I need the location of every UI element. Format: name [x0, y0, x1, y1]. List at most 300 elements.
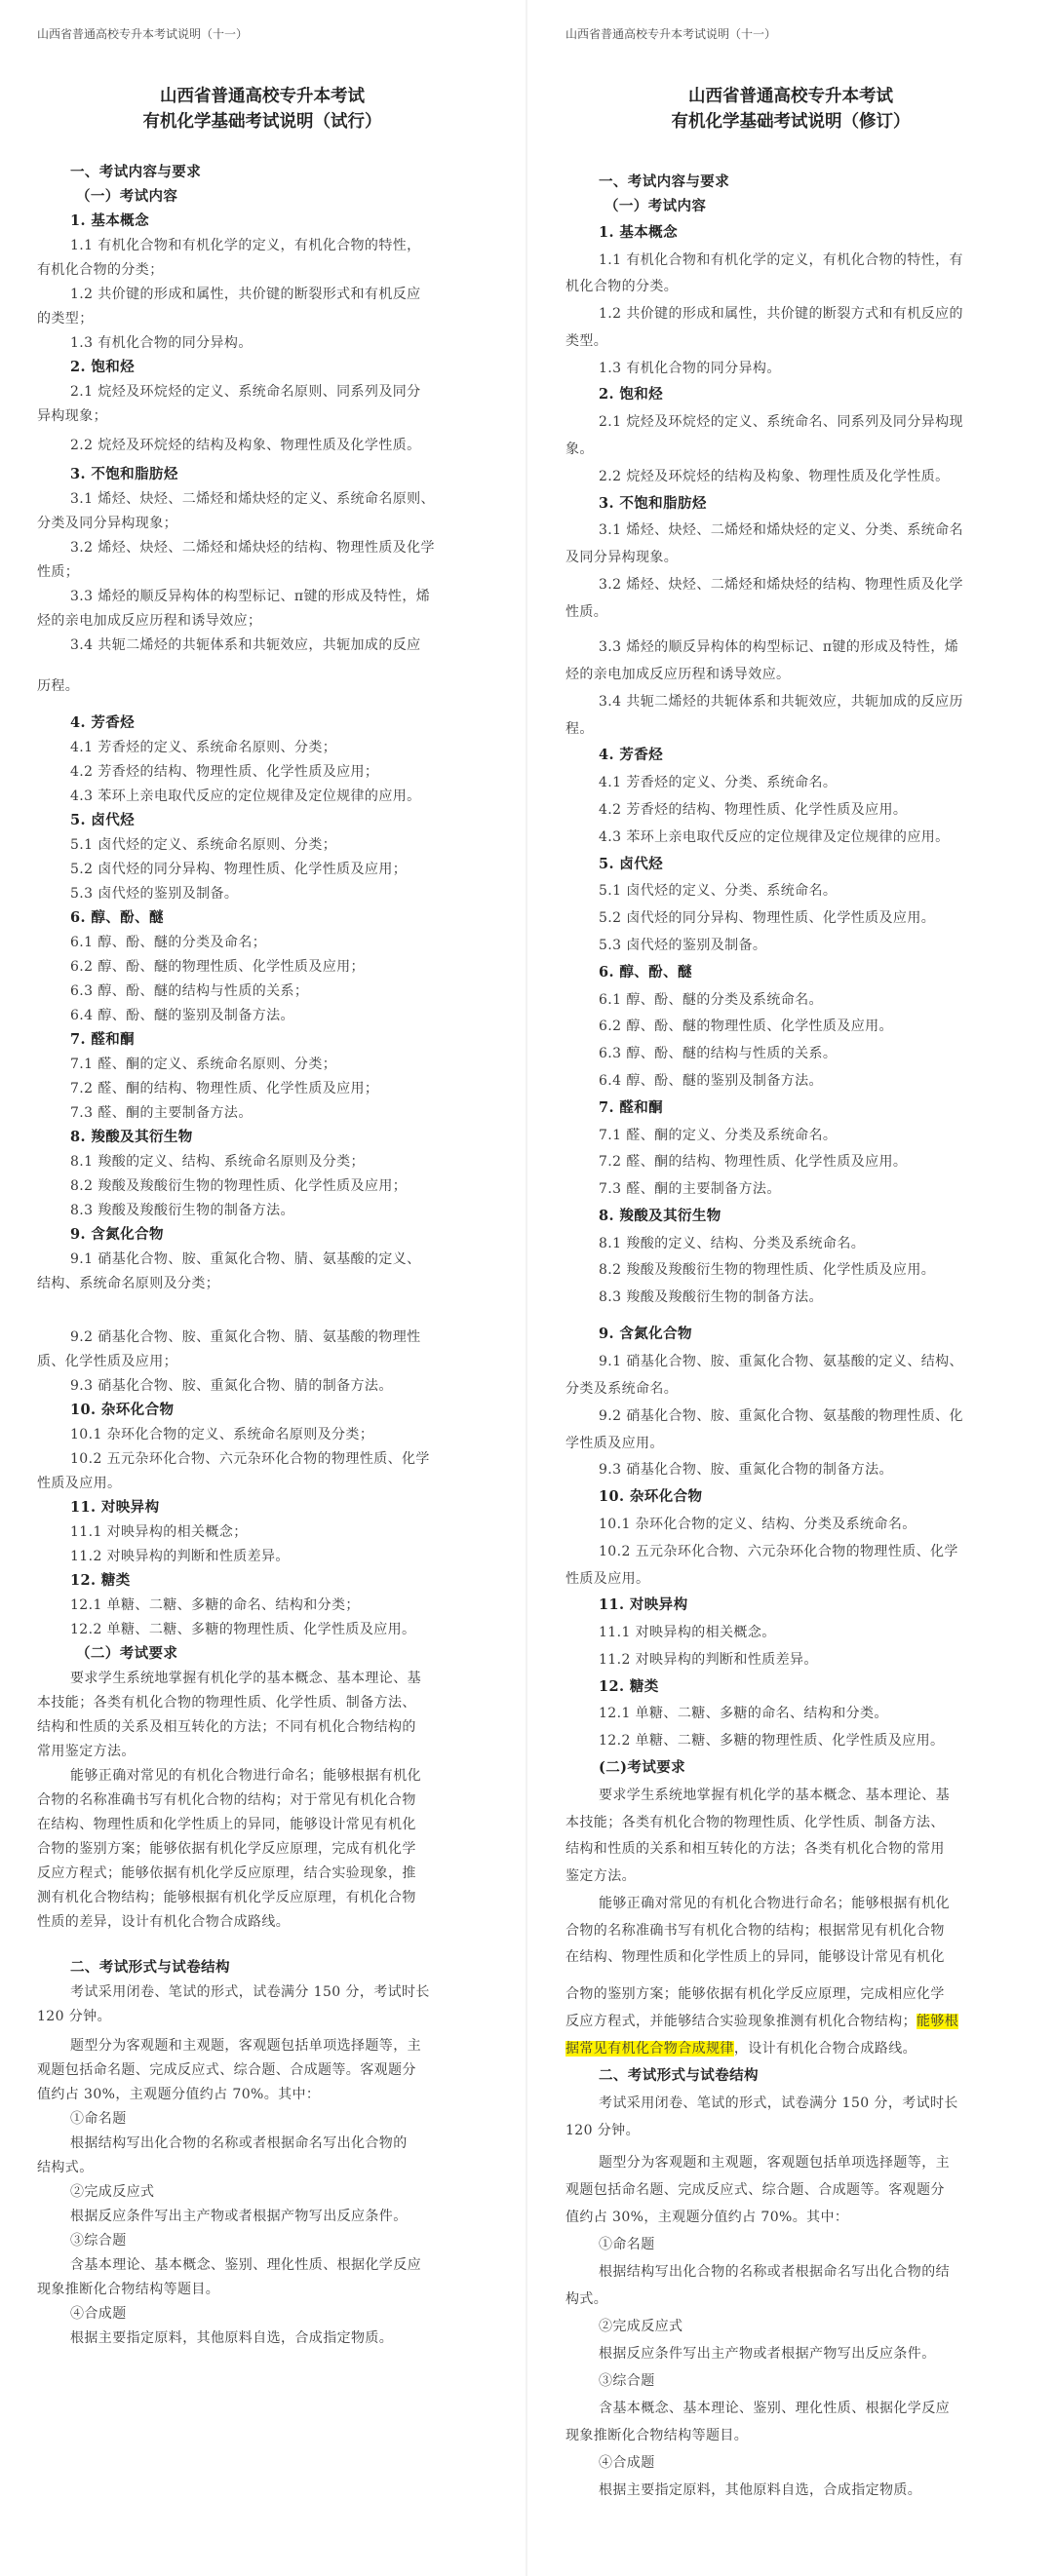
right-line-text: 5.2 卤代烃的同分异构、物理性质、化学性质及应用。 — [599, 910, 936, 926]
right-text-line — [566, 332, 607, 350]
right-line-text: 根据反应条件写出主产物或者根据产物写出反应条件。 — [599, 2346, 936, 2362]
right-text-line — [599, 2400, 950, 2417]
right-text-line — [599, 576, 963, 594]
right-text-line — [566, 2181, 945, 2199]
left-text-line — [37, 563, 79, 581]
left-text-line — [70, 1153, 365, 1171]
left-text-line — [70, 934, 266, 951]
right-line-text: 3.4 共轭二烯烃的共轭体系和共轭效应，共轭加成的反应历 — [599, 694, 963, 710]
right-line-text: 题型分为客观题和主观题，客观题包括单项选择题等，主 — [599, 2155, 950, 2171]
left-line-text: 有机化合物的分类； — [37, 262, 164, 278]
left-text-line — [70, 2305, 127, 2323]
right-text-line — [566, 1922, 945, 1940]
left-line-text: 题型分为客观题和主观题，客观题包括单项选择题等，主 — [70, 2038, 421, 2054]
left-section-heading — [70, 714, 135, 732]
right-text-line — [599, 1288, 823, 1306]
left-text-line — [37, 2159, 94, 2176]
right-line-text: 4.1 芳香烃的定义、分类、系统命名。 — [599, 775, 838, 790]
left-text-line — [70, 286, 421, 303]
left-line-text: 分类及同分异构现象； — [37, 516, 177, 531]
right-text-line — [599, 2372, 655, 2390]
left-text-line — [70, 763, 378, 781]
right-line-text: 7.2 醛、酮的结构、物理性质、化学性质及应用。 — [599, 1154, 908, 1170]
left-text-line — [70, 1523, 248, 1541]
right-line-text: 10.1 杂环化合物的定义、结构、分类及系统命名。 — [599, 1517, 916, 1532]
left-section-heading — [70, 1959, 230, 1977]
left-section-heading — [70, 1031, 135, 1049]
left-text-line — [70, 1548, 290, 1565]
right-line-text: 1.2 共价键的形成和属性，共价键的断裂方式和有机反应的 — [599, 306, 963, 322]
right-text-line — [566, 2427, 748, 2444]
left-line-text: 现象推断化合物结构等题目。 — [37, 2282, 220, 2297]
left-text-line — [70, 1450, 430, 1468]
right-line-text: 1. 基本概念 — [599, 224, 678, 241]
right-line-text: 性质及应用。 — [566, 1571, 650, 1587]
left-line-text: 12.2 单糖、二糖、多糖的物理性质、化学性质及应用。 — [70, 1622, 416, 1637]
right-line-text: 含基本概念、基本理论、鉴别、理化性质、根据化学反应 — [599, 2401, 950, 2416]
right-document-page — [528, 0, 1053, 2576]
right-text-line — [566, 1840, 945, 1858]
left-line-text: 1.3 有机化合物的同分异构。 — [70, 335, 253, 351]
right-line-text: 在结构、物理性质和化学性质上的异同，能够设计常见有机化 — [566, 1949, 945, 1965]
left-line-text: ②完成反应式 — [70, 2184, 155, 2200]
left-line-text: 6.3 醇、酚、醚的结构与性质的关系； — [70, 983, 309, 999]
left-line-text: 4.2 芳香烃的结构、物理性质、化学性质及应用； — [70, 764, 379, 780]
left-line-text: 能够正确对常见的有机化合物进行命名；能够根据有机化 — [70, 1768, 421, 1784]
left-text-line — [70, 788, 421, 805]
right-text-line — [599, 2454, 655, 2472]
left-line-text: 4. 芳香烃 — [70, 714, 136, 731]
left-text-line — [70, 1426, 373, 1443]
left-line-text: ④合成题 — [70, 2306, 127, 2322]
left-line-text: 3.2 烯烃、炔烃、二烯烃和烯炔烃的结构、物理性质及化学 — [70, 540, 435, 556]
right-section-heading — [599, 1759, 685, 1777]
left-line-text: 2.2 烷烃及环烷烃的结构及构象、物理性质及化学性质。 — [70, 438, 421, 453]
right-section-heading — [599, 386, 663, 404]
left-section-heading — [70, 1402, 174, 1419]
left-text-line — [70, 739, 336, 756]
left-text-line — [37, 2281, 219, 2298]
left-text-line — [70, 2329, 393, 2347]
right-line-text: 本技能；各类有机化合物的物理性质、化学性质、制备方法、 — [566, 1815, 945, 1830]
right-text-line — [599, 360, 781, 377]
left-text-line — [37, 2061, 416, 2079]
left-line-text: 二、考试形式与试卷结构 — [70, 1959, 230, 1976]
right-section-heading — [599, 1099, 663, 1117]
left-line-text: 9. 含氮化合物 — [70, 1226, 164, 1243]
right-line-text: 9.2 硝基化合物、胺、重氮化合物、氨基酸的物理性质、化 — [599, 1408, 963, 1424]
left-text-line — [70, 1621, 415, 1638]
left-line-text: 历程。 — [37, 678, 80, 694]
right-text-line — [599, 1732, 944, 1749]
left-line-text: 常用鉴定方法。 — [37, 1744, 136, 1759]
left-text-line — [37, 407, 107, 425]
left-text-line — [70, 1377, 393, 1395]
right-text-line — [599, 1705, 888, 1722]
right-line-text: 10.2 五元杂环化合物、六元杂环化合物的物理性质、化学 — [599, 1544, 958, 1559]
right-text-line — [599, 2263, 950, 2281]
right-text-line — [566, 2122, 640, 2139]
highlighted-text: 据常见有机化合物合成规律 — [566, 2041, 734, 2057]
right-text-line — [566, 278, 678, 295]
right-text-line — [599, 521, 963, 539]
left-header-note: 山西省普通高校专升本考试说明（十一） — [37, 27, 249, 41]
right-text-line — [566, 1948, 945, 1966]
left-line-text: 12.1 单糖、二糖、多糖的命名、结构和分类； — [70, 1597, 360, 1613]
right-line-text: 12.1 单糖、二糖、多糖的命名、结构和分类。 — [599, 1706, 888, 1721]
right-line-text: （一）考试内容 — [604, 198, 707, 214]
right-text-line — [599, 1018, 893, 1035]
left-text-line — [37, 1889, 416, 1906]
right-line-text: 考试采用闭卷、笔试的形式，试卷满分 150 分，考试时长 — [599, 2095, 958, 2111]
right-text-line — [566, 603, 607, 621]
left-line-text: 4.1 芳香烃的定义、系统命名原则、分类； — [70, 740, 337, 755]
left-line-text: 6.2 醇、酚、醚的物理性质、化学性质及应用； — [70, 959, 365, 975]
right-line-text: 9.1 硝基化合物、胺、重氮化合物、氨基酸的定义、结构、 — [599, 1354, 963, 1369]
left-line-text: 8.2 羧酸及羧酸衍生物的物理性质、化学性质及应用； — [70, 1178, 408, 1194]
right-section-heading — [599, 1208, 722, 1225]
right-line-text: 6.2 醇、酚、醚的物理性质、化学性质及应用。 — [599, 1019, 893, 1034]
left-line-text: 10.2 五元杂环化合物、六元杂环化合物的物理性质、化学 — [70, 1451, 430, 1467]
left-text-line — [70, 2110, 127, 2128]
right-line-text: 8.1 羧酸的定义、结构、分类及系统命名。 — [599, 1236, 866, 1251]
left-text-line — [37, 515, 177, 532]
right-text-line — [599, 909, 935, 927]
left-text-line — [37, 1353, 177, 1370]
right-text-line — [599, 413, 963, 431]
left-text-line — [70, 2232, 127, 2249]
right-line-text: 5.1 卤代烃的定义、分类、系统命名。 — [599, 883, 838, 899]
right-line-text: 根据主要指定原料，其他原料自选，合成指定物质。 — [599, 2482, 922, 2498]
right-text-line — [566, 1867, 636, 1885]
left-line-text: 1. 基本概念 — [70, 212, 149, 229]
right-line-text: 二、考试形式与试卷结构 — [599, 2067, 759, 2084]
left-line-text: 6.1 醇、酚、醚的分类及命名； — [70, 935, 267, 950]
left-section-heading — [70, 164, 201, 181]
left-text-line — [37, 1791, 416, 1809]
left-line-text: 5.3 卤代烃的鉴别及制备。 — [70, 886, 239, 902]
right-line-text: ③综合题 — [599, 2373, 655, 2389]
right-text-line — [566, 2013, 958, 2030]
right-line-text: 8.3 羧酸及羧酸衍生物的制备方法。 — [599, 1289, 823, 1305]
right-line-text: 9.3 硝基化合物、胺、重氮化合物的制备方法。 — [599, 1462, 893, 1478]
left-line-text: 7. 醛和酮 — [70, 1031, 136, 1048]
right-line-text: 观题包括命名题、完成反应式、综合题、合成题等。客观题分 — [566, 2182, 945, 2198]
left-line-text: 合物的鉴别方案；能够依据有机化学反应原理，完成有机化学 — [37, 1841, 416, 1857]
right-text-line — [566, 1985, 945, 2003]
right-line-text: 分类及系统命名。 — [566, 1381, 679, 1397]
right-section-heading — [599, 1596, 687, 1614]
left-text-line — [70, 958, 365, 976]
left-line-text: 120 分钟。 — [37, 2009, 111, 2024]
right-text-line — [599, 1543, 958, 1560]
left-text-line — [70, 1104, 253, 1122]
left-line-text: 反应方程式；能够依据有机化学反应原理，结合实验现象，推 — [37, 1865, 416, 1881]
left-line-text: 性质； — [37, 564, 80, 580]
right-text-line — [599, 1127, 837, 1144]
left-line-text: 7.3 醛、酮的主要制备方法。 — [70, 1105, 253, 1121]
right-text-line — [599, 1153, 907, 1171]
right-line-text: 类型。 — [566, 333, 608, 349]
right-text-line — [566, 666, 790, 683]
left-line-text: 7.1 醛、酮的定义、系统命名原则、分类； — [70, 1057, 337, 1072]
left-text-line — [70, 885, 238, 903]
left-text-line — [37, 1475, 121, 1492]
left-text-line — [37, 1694, 416, 1711]
right-line-text: 4.3 苯环上亲电取代反应的定位规律及定位规律的应用。 — [599, 829, 950, 845]
left-line-text: 的类型； — [37, 311, 94, 327]
right-line-text: 根据结构写出化合物的名称或者根据命名写出化合物的结 — [599, 2264, 950, 2280]
left-text-line — [37, 1275, 219, 1292]
left-text-line — [37, 1718, 416, 1736]
left-line-text: 结构式。 — [37, 2160, 94, 2175]
right-text-line — [599, 305, 963, 323]
left-text-line — [37, 2086, 320, 2103]
left-line-text: 含基本理论、基本概念、鉴别、理化性质、根据化学反应 — [70, 2257, 421, 2273]
right-text-line — [599, 1261, 935, 1279]
page-divider — [526, 0, 527, 2576]
left-text-line — [70, 1177, 407, 1195]
left-line-text: 烃的亲电加成反应历程和诱导效应； — [37, 613, 262, 629]
right-text-line — [599, 801, 907, 819]
highlighted-text: 能够根 — [916, 2014, 959, 2029]
left-text-line — [70, 2037, 421, 2055]
right-line-text: 6.3 醇、酚、醚的结构与性质的关系。 — [599, 1046, 838, 1061]
left-section-heading — [70, 1499, 159, 1517]
left-line-text: ①命名题 — [70, 2111, 127, 2127]
right-section-heading — [599, 856, 663, 873]
right-text-line — [566, 1380, 678, 1398]
right-text-line — [566, 1814, 945, 1831]
left-text-line — [70, 1056, 336, 1073]
left-line-text: 本技能；各类有机化合物的物理性质、化学性质、制备方法、 — [37, 1695, 416, 1711]
right-title-line2: 有机化学基础考试说明（修订） — [671, 112, 911, 132]
right-text-line — [599, 991, 823, 1009]
right-text-line — [566, 2209, 848, 2226]
right-text-line — [599, 1072, 823, 1090]
right-line-text: 4.2 芳香烃的结构、物理性质、化学性质及应用。 — [599, 802, 908, 818]
left-text-line — [70, 1250, 421, 1268]
right-line-text: 4. 芳香烃 — [599, 747, 664, 763]
right-line-text: 6.1 醇、酚、醚的分类及系统命名。 — [599, 992, 823, 1008]
left-text-line — [37, 2008, 111, 2025]
right-section-heading — [599, 1488, 702, 1506]
left-line-text: 1.1 有机化合物和有机化学的定义，有机化合物的特性， — [70, 238, 421, 253]
left-text-line — [70, 490, 435, 508]
right-line-text: 120 分钟。 — [566, 2123, 640, 2138]
left-line-text: 3.1 烯烃、炔烃、二烯烃和烯炔烃的定义、系统命名原则、 — [70, 491, 435, 507]
left-text-line — [70, 2183, 154, 2201]
left-text-line — [37, 1840, 416, 1858]
left-line-text: 12. 糖类 — [70, 1572, 131, 1589]
left-line-text: 1.2 共价键的形成和属性，共价键的断裂形式和有机反应 — [70, 287, 421, 302]
right-text-line — [599, 1235, 865, 1252]
left-line-text: 在结构、物理性质和化学性质上的异同，能够设计常见有机化 — [37, 1817, 416, 1832]
right-section-heading — [599, 1678, 659, 1696]
right-text-line — [599, 774, 837, 791]
left-line-text: 10. 杂环化合物 — [70, 1402, 175, 1418]
right-line-text: 能够正确对常见的有机化合物进行命名；能够根据有机化 — [599, 1896, 950, 1911]
left-section-heading — [70, 1226, 164, 1244]
left-section-heading — [70, 812, 135, 829]
right-line-text: 12.2 单糖、二糖、多糖的物理性质、化学性质及应用。 — [599, 1733, 945, 1749]
right-section-heading — [599, 224, 678, 242]
left-text-line — [70, 1767, 421, 1785]
left-line-text: 4.3 苯环上亲电取代反应的定位规律及定位规律的应用。 — [70, 788, 421, 804]
left-text-line — [70, 2256, 421, 2274]
right-section-heading — [599, 747, 663, 764]
left-line-text: 11.1 对映异构的相关概念； — [70, 1524, 248, 1540]
left-section-heading — [70, 909, 164, 927]
left-line-text: 6. 醇、酚、醚 — [70, 909, 164, 926]
right-line-text: 5.3 卤代烃的鉴别及制备。 — [599, 938, 767, 953]
right-text-line — [566, 720, 594, 738]
left-line-text: 11.2 对映异构的判断和性质差异。 — [70, 1549, 290, 1564]
left-line-text: 根据结构写出化合物的名称或者根据命名写出化合物的 — [70, 2135, 408, 2151]
right-line-text: ②完成反应式 — [599, 2319, 683, 2334]
left-text-line — [70, 237, 421, 254]
left-section-heading — [70, 466, 178, 483]
right-line-text: 结构和性质的关系和相互转化的方法；各类有机化合物的常用 — [566, 1841, 945, 1857]
left-text-line — [70, 383, 421, 401]
left-document-page — [0, 0, 525, 2576]
left-section-heading — [70, 359, 135, 376]
right-line-text: 6. 醇、酚、醚 — [599, 964, 692, 980]
right-line-text: 合物的名称准确书写有机化合物的结构；根据常见有机化合物 — [566, 1923, 945, 1939]
left-text-line — [70, 1007, 294, 1024]
left-line-text: 测有机化合物结构；能够根据有机化学反应原理，有机化合物 — [37, 1890, 416, 1905]
left-text-line — [70, 1080, 378, 1097]
left-line-text: 质、化学性质及应用； — [37, 1354, 177, 1369]
left-text-line — [70, 334, 253, 352]
right-line-text: 2.1 烷烃及环烷烃的定义、系统命名、同系列及同分异构现 — [599, 414, 963, 430]
left-line-text: 8.1 羧酸的定义、结构、系统命名原则及分类； — [70, 1154, 365, 1170]
right-text-line — [599, 1651, 818, 1669]
right-text-line — [599, 693, 963, 711]
left-text-line — [70, 437, 421, 454]
right-section-heading — [599, 495, 707, 513]
right-line-text: 性质。 — [566, 604, 608, 620]
right-text-line — [566, 2290, 607, 2308]
left-title-line2: 有机化学基础考试说明（试行） — [142, 112, 382, 132]
right-text-line — [599, 1407, 963, 1425]
left-text-line — [70, 1670, 421, 1687]
right-line-text: 现象推断化合物结构等题目。 — [566, 2428, 749, 2443]
left-text-line — [70, 1596, 360, 1614]
left-line-text: 9.3 硝基化合物、胺、重氮化合物、腈的制备方法。 — [70, 1378, 393, 1394]
left-line-text: 根据反应条件写出主产物或者根据产物写出反应条件。 — [70, 2209, 408, 2224]
left-line-text: 9.1 硝基化合物、胺、重氮化合物、腈、氨基酸的定义、 — [70, 1251, 421, 1267]
right-line-text: 11.2 对映异构的判断和性质差异。 — [599, 1652, 818, 1668]
right-line-text: 11. 对映异构 — [599, 1596, 688, 1613]
right-line-text: 要求学生系统地掌握有机化学的基本概念、基本理论、基 — [599, 1788, 950, 1803]
right-line-text: 8. 羧酸及其衍生物 — [599, 1208, 722, 1224]
right-line-text: 1.3 有机化合物的同分异构。 — [599, 361, 781, 376]
right-line-text: 1.1 有机化合物和有机化学的定义，有机化合物的特性，有 — [599, 252, 963, 268]
left-line-text: 考试采用闭卷、笔试的形式，试卷满分 150 分，考试时长 — [70, 1984, 430, 2000]
right-line-text: 学性质及应用。 — [566, 1436, 664, 1451]
left-line-text: 8. 羧酸及其衍生物 — [70, 1129, 193, 1145]
right-line-text: 7.1 醛、酮的定义、分类及系统命名。 — [599, 1128, 838, 1143]
left-line-text: 7.2 醛、酮的结构、物理性质、化学性质及应用； — [70, 1081, 379, 1096]
left-line-text: 观题包括命名题、完成反应式、综合题、合成题等。客观题分 — [37, 2062, 416, 2078]
left-text-line — [37, 1913, 290, 1931]
right-header-note: 山西省普通高校专升本考试说明（十一） — [566, 27, 777, 41]
right-text-line — [599, 2095, 958, 2112]
left-text-line — [70, 636, 421, 654]
right-text-line — [566, 2040, 916, 2057]
left-line-text: 性质及应用。 — [37, 1476, 122, 1491]
left-line-text: 性质的差异，设计有机化合物合成路线。 — [37, 1914, 291, 1930]
left-section-heading — [70, 1129, 193, 1146]
left-line-text: （二）考试要求 — [76, 1645, 178, 1662]
right-line-text: 烃的亲电加成反应历程和诱导效应。 — [566, 667, 791, 682]
left-line-text: 异构现象； — [37, 408, 107, 424]
right-text-line — [599, 2481, 921, 2499]
right-line-text: 机化合物的分类。 — [566, 279, 679, 294]
right-line-text: 2.2 烷烃及环烷烃的结构及构象、物理性质及化学性质。 — [599, 469, 950, 484]
right-text-line — [599, 1516, 916, 1533]
right-text-line — [599, 1787, 950, 1804]
left-line-text: 9.2 硝基化合物、胺、重氮化合物、腈、氨基酸的物理性 — [70, 1329, 421, 1345]
right-text-line — [566, 549, 678, 566]
left-line-text: 合物的名称准确书写有机化合物的结构；对于常见有机化合物 — [37, 1792, 416, 1808]
left-text-line — [70, 2134, 408, 2152]
left-title-line1: 山西省普通高校专升本考试 — [160, 87, 365, 106]
left-text-line — [37, 310, 94, 327]
right-line-text: ①命名题 — [599, 2237, 655, 2252]
right-line-text: 10. 杂环化合物 — [599, 1488, 703, 1505]
left-text-line — [70, 1983, 430, 2001]
left-line-text: 2. 饱和烃 — [70, 359, 136, 375]
left-text-line — [70, 2208, 408, 2225]
right-line-text: 6.4 醇、酚、醚的鉴别及制备方法。 — [599, 1073, 823, 1089]
right-line-text: 鉴定方法。 — [566, 1868, 636, 1884]
left-text-line — [37, 1816, 416, 1833]
right-line-text: 反应方程式，并能够结合实验现象推测有机化合物结构； — [566, 2014, 916, 2029]
right-line-text: 程。 — [566, 721, 594, 737]
right-line-text: (二)考试要求 — [599, 1759, 686, 1776]
right-text-line — [566, 1570, 649, 1588]
right-line-text: 3. 不饱和脂肪烃 — [599, 495, 707, 512]
left-line-text: 一、考试内容与要求 — [70, 164, 202, 180]
right-line-text: 象。 — [566, 442, 594, 457]
right-section-heading — [599, 173, 729, 191]
right-line-text: 合物的鉴别方案；能够依据有机化学反应原理，完成相应化学 — [566, 1986, 945, 2002]
right-line-text: 2. 饱和烃 — [599, 386, 664, 403]
right-line-text: 8.2 羧酸及羧酸衍生物的物理性质、化学性质及应用。 — [599, 1262, 936, 1278]
left-line-text: 值约占 30%，主观题分值约占 70%。其中： — [37, 2087, 321, 2102]
left-text-line — [37, 612, 261, 630]
right-line-text: 11.1 对映异构的相关概念。 — [599, 1625, 776, 1640]
right-text-line — [599, 638, 958, 656]
right-text-line — [599, 2236, 655, 2253]
left-text-line — [37, 1743, 136, 1760]
right-text-line — [599, 251, 963, 269]
right-section-heading — [599, 964, 692, 981]
right-line-text: 9. 含氮化合物 — [599, 1326, 692, 1342]
right-line-text: 构式。 — [566, 2291, 608, 2307]
left-section-heading — [70, 1572, 131, 1590]
right-line-text: 7.3 醛、酮的主要制备方法。 — [599, 1181, 781, 1197]
right-line-text: 3.2 烯烃、炔烃、二烯烃和烯炔烃的结构、物理性质及化学 — [599, 577, 963, 593]
right-title-line1: 山西省普通高校专升本考试 — [688, 87, 893, 106]
left-text-line — [70, 982, 308, 1000]
right-line-text: 12. 糖类 — [599, 1678, 659, 1695]
right-text-line — [599, 1180, 781, 1198]
left-line-text: 根据主要指定原料，其他原料自选，合成指定物质。 — [70, 2330, 394, 2346]
left-text-line — [70, 539, 435, 557]
